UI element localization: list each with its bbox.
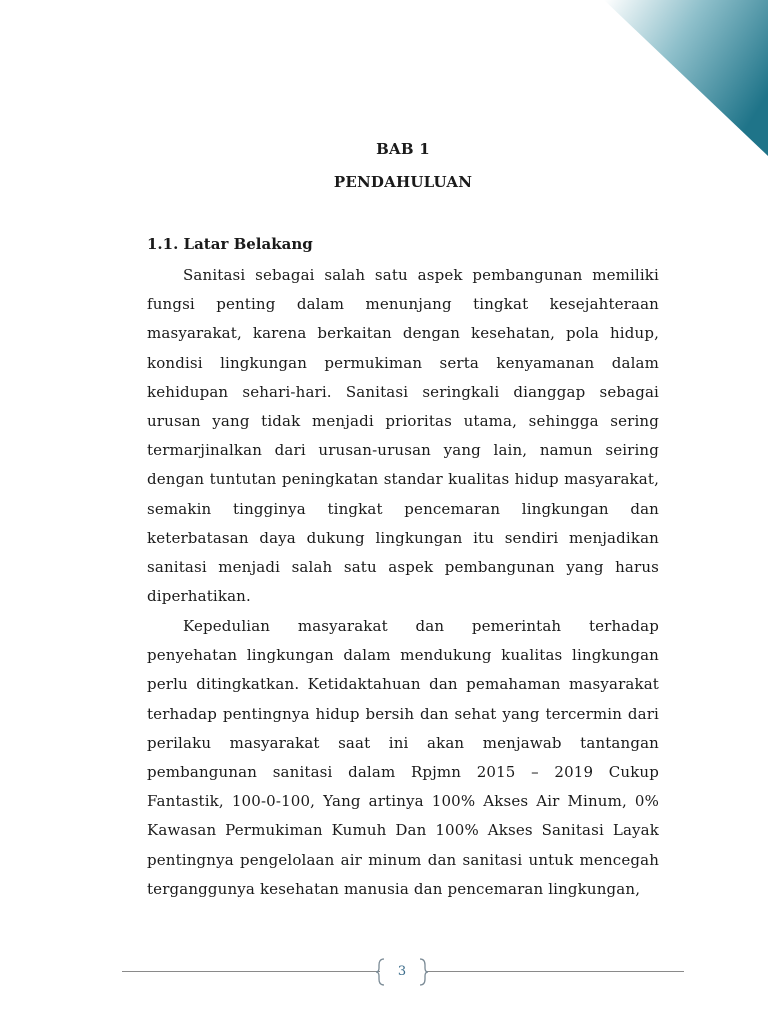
body-paragraph: Kepedulian masyarakat dan pemerintah terhadap penyehatan lingkungan dalam mendukung kualitas lingkungan perlu ditingkatkan. Ketidaktahuan dan pemahaman masyarakat terhadap pentingnya hidup bersih dan sehat yang tercermin dari perilaku masyarakat saat ini akan menjawab tantangan pembangunan sanitasi dalam Rpjmn 2015 – 2019 Cukup Fantastik, 100-0-100, Yang artinya 100% Akses Air Minum, 0% Kawasan Permukiman Kumuh Dan 100% Akses Sanitasi Layak pentingnya pengelolaan air minum dan sanitasi untuk mencegah terganggunya kesehatan manusia dan pencemaran lingkungan,: [147, 617, 659, 898]
footer-rule-left: [122, 971, 380, 972]
footer-rule-right: [426, 971, 684, 972]
page-number-frame: [376, 957, 428, 987]
body-paragraph: Sanitasi sebagai salah satu aspek pembangunan memiliki fungsi penting dalam menunjang tingkat kesejahteraan masyarakat, karena berkaitan dengan kesehatan, pola hidup, kondisi lingkungan permukiman serta kenyamanan dalam kehidupan sehari-hari. Sanitasi seringkali dianggap sebagai urusan yang tidak menjadi prioritas utama, sehingga sering termarjinalkan dari urusan-urusan yang lain, namun seiring dengan tuntutan peningkatan standar kualitas hidup masyarakat, semakin tingginya tingkat pencemaran lingkungan dan keterbatasan daya dukung lingkungan itu sendiri menjadikan sanitasi menjadi salah satu aspek pembangunan yang harus diperhatikan.: [147, 266, 659, 606]
corner-decoration: [598, 0, 768, 160]
chapter-title: PENDAHULUAN: [333, 173, 473, 191]
chapter-number: BAB 1: [376, 140, 430, 158]
section-heading: 1.1. Latar Belakang: [147, 235, 313, 253]
page-number: 3: [397, 964, 407, 979]
